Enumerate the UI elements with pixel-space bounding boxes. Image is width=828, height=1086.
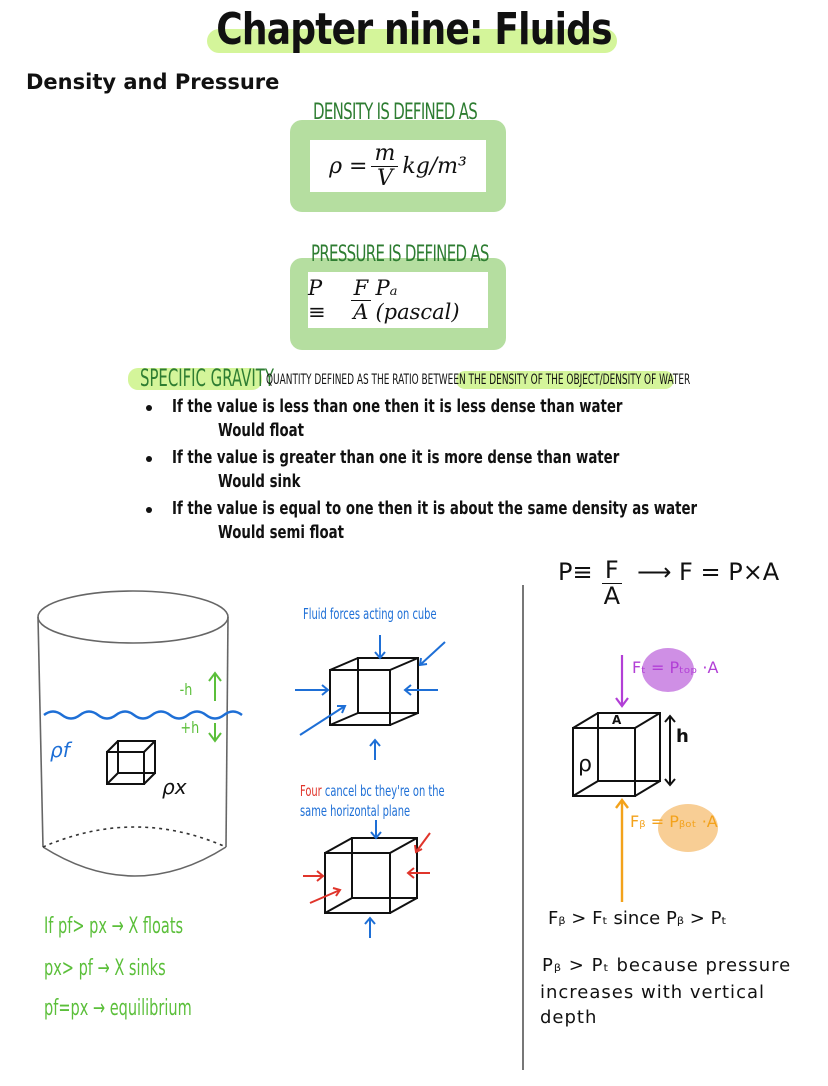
pressure-fraction: [350, 277, 371, 322]
density-denominator: V: [376, 165, 393, 191]
comparison-line: Fᵦ > Fₜ since Pᵦ > Pₜ: [548, 908, 727, 929]
page-title: Chapter nine: Fluids: [216, 4, 612, 55]
bullet-text: If the value is greater than one it is more dense than water: [172, 447, 620, 468]
list-item: [146, 396, 828, 444]
density-formula: [310, 140, 486, 192]
bullet-dot: [146, 507, 152, 513]
sink-note: px> pf → X sinks: [44, 956, 166, 981]
density-fraction: [371, 142, 398, 189]
pressure-equation: [558, 558, 779, 609]
up-down-arrow-icon: [209, 673, 221, 741]
pressure-label: PRESSURE IS DEFINED AS: [311, 242, 489, 267]
four-word: Four: [300, 782, 322, 800]
list-item: [146, 447, 828, 495]
rho-f-label: ρf: [50, 738, 70, 762]
cancel-caption-line2: same horizontal plane: [300, 802, 411, 820]
specific-gravity-label: SPECIFIC GRAVITY: [140, 364, 274, 392]
cylinder-left-wall: [38, 617, 43, 847]
cube-top-label: A: [612, 713, 622, 727]
bullet-subtext: Would float: [218, 420, 304, 441]
eq-left: P≡: [558, 558, 593, 586]
eq-right: ⟶ F = P×A: [637, 558, 780, 586]
explanation-line3: depth: [540, 1007, 598, 1028]
cylinder-right-wall: [226, 617, 228, 847]
height-label: h: [676, 726, 689, 747]
sg-def-part1: QUANTITY DEFINED AS THE RATIO BETWEEN: [266, 372, 469, 388]
cancel-caption: [300, 782, 445, 800]
buoyancy-diagram: [560, 640, 780, 910]
cancel-forces-cube: [300, 818, 450, 943]
bullet-text: If the value is equal to one then it is about the same density as water: [172, 498, 698, 519]
density-lhs: ρ =: [329, 153, 368, 179]
cylinder-bottom-front: [43, 847, 226, 876]
pressure-numerator: F: [351, 277, 372, 300]
eq-fraction: [601, 558, 623, 609]
explanation-line1: Pᵦ > Pₜ because pressure: [542, 955, 792, 976]
cancel-caption-rest: cancel bc they're on the: [321, 782, 445, 800]
pressure-unit: Pₐ (pascal): [375, 276, 460, 324]
vertical-divider: [522, 585, 524, 1070]
explanation-line2: increases with vertical: [540, 982, 765, 1003]
specific-gravity-definition: [266, 372, 690, 388]
equilibrium-note: pf=px → equilibrium: [44, 996, 192, 1021]
cylinder-bottom-back: [43, 827, 226, 847]
density-numerator: m: [371, 142, 398, 166]
sg-bullet-list: [146, 396, 828, 549]
density-unit: kg/m³: [402, 153, 467, 179]
pressure-lhs: P ≡: [308, 276, 326, 324]
fluid-forces-cube: [290, 630, 450, 765]
pressure-denominator: A: [353, 299, 369, 324]
water-surface-line: [44, 712, 242, 719]
float-note: If pf> px → X floats: [44, 914, 184, 939]
minus-h-label: -h: [179, 680, 193, 699]
bullet-dot: [146, 405, 152, 411]
bullet-subtext: Would semi float: [218, 522, 345, 543]
eq-denominator: A: [603, 582, 621, 611]
bullet-dot: [146, 456, 152, 462]
ft-label: Fₜ = Pₜₒₚ ·A: [632, 658, 719, 677]
rho-x-label: ρx: [162, 775, 187, 799]
fluid-forces-caption: Fluid forces acting on cube: [303, 605, 437, 623]
density-label: DENSITY IS DEFINED AS: [313, 100, 478, 125]
cylinder-top-ellipse: [38, 591, 228, 643]
section-heading: Density and Pressure: [26, 70, 280, 94]
sg-def-part2: THE DENSITY OF THE OBJECT/DENSITY OF WATER: [468, 372, 691, 388]
small-cube: [107, 741, 155, 784]
bullet-text: If the value is less than one then it is less dense than water: [172, 396, 623, 417]
plus-h-label: +h: [180, 718, 200, 737]
eq-numerator: F: [602, 558, 622, 584]
cube-rho-label: ρ: [578, 752, 592, 777]
pressure-formula: [308, 272, 488, 328]
list-item: [146, 498, 828, 546]
bullet-subtext: Would sink: [218, 471, 301, 492]
fb-label: Fᵦ = Pᵦₒₜ ·A: [630, 812, 718, 831]
